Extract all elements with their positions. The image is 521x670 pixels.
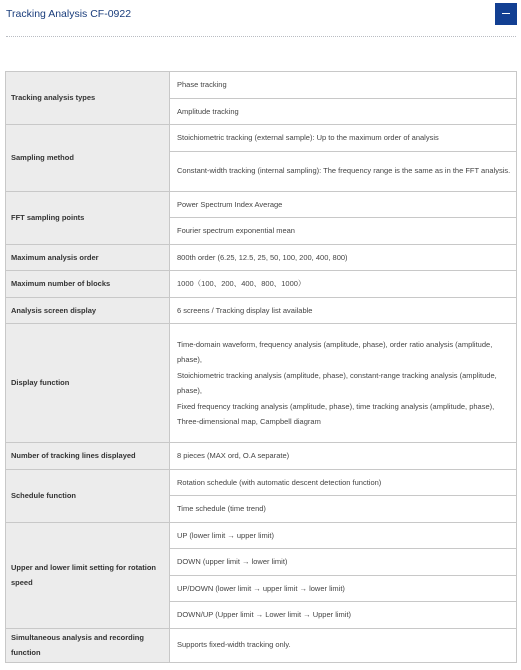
- spec-row: [6, 443, 517, 470]
- spec-value: DOWN/UP (Upper limit → Lower limit → Upper limit): [170, 602, 517, 629]
- spec-label: Display function: [6, 324, 170, 443]
- spec-row: [6, 297, 517, 324]
- spec-value: Phase tracking: [170, 72, 517, 99]
- spec-value: Rotation schedule (with automatic descent detection function): [170, 469, 517, 496]
- minus-icon: [502, 13, 510, 14]
- spec-label: Maximum number of blocks: [6, 271, 170, 298]
- spec-value: 6 screens / Tracking display list available: [170, 297, 517, 324]
- collapse-toggle-button[interactable]: [495, 3, 517, 25]
- spec-label: Number of tracking lines displayed: [6, 443, 170, 470]
- spec-label: Maximum analysis order: [6, 244, 170, 271]
- section-title: Tracking Analysis CF-0922: [6, 8, 132, 20]
- spec-value: Stoichiometric tracking (external sample): Up to the maximum order of analysis: [170, 125, 517, 152]
- spec-value: Power Spectrum Index Average: [170, 191, 517, 218]
- spec-row: [6, 324, 517, 443]
- spec-value: UP (lower limit → upper limit): [170, 522, 517, 549]
- spec-row: [6, 72, 517, 99]
- spec-value: Amplitude tracking: [170, 98, 517, 125]
- spec-value: UP/DOWN (lower limit → upper limit → lower limit): [170, 575, 517, 602]
- spec-label: Analysis screen display: [6, 297, 170, 324]
- spec-table-body: [6, 72, 517, 663]
- spec-row: [6, 522, 517, 549]
- spec-value: Supports fixed-width tracking only.: [170, 628, 517, 662]
- spec-row: [6, 469, 517, 496]
- spec-row: [6, 628, 517, 662]
- spec-value: Time-domain waveform, frequency analysis (amplitude, phase), order ratio analysis (amplitude, phase), Stoichiometric tracking analysis (amplitude, phase), constant-range tracking analysis (amplitude, phase), Fixed frequency tracking analysis (amplitude, phase), time tracking analysis (amplitude, phase), Three-dimensional map, Campbell diagram: [170, 324, 517, 443]
- spec-label: Simultaneous analysis and recording function: [6, 628, 170, 662]
- dotted-divider: [6, 36, 516, 37]
- spec-value: 800th order (6.25, 12.5, 25, 50, 100, 200, 400, 800): [170, 244, 517, 271]
- spec-value: 8 pieces (MAX ord, O.A separate): [170, 443, 517, 470]
- section-header: [0, 0, 521, 36]
- spec-row: [6, 125, 517, 152]
- spec-value: 1000（100、200、400、800、1000）: [170, 271, 517, 298]
- spec-value: Constant-width tracking (internal sampling): The frequency range is the same as in the FFT analysis.: [170, 151, 517, 191]
- spec-label: FFT sampling points: [6, 191, 170, 244]
- spec-row: [6, 191, 517, 218]
- spec-label: Schedule function: [6, 469, 170, 522]
- spec-row: [6, 271, 517, 298]
- spec-table: [5, 71, 517, 663]
- spec-row: [6, 244, 517, 271]
- spec-label: Upper and lower limit setting for rotation speed: [6, 522, 170, 628]
- spec-value: DOWN (upper limit → lower limit): [170, 549, 517, 576]
- spec-label: Sampling method: [6, 125, 170, 192]
- spec-value: Fourier spectrum exponential mean: [170, 218, 517, 245]
- spec-value: Time schedule (time trend): [170, 496, 517, 523]
- spec-label: Tracking analysis types: [6, 72, 170, 125]
